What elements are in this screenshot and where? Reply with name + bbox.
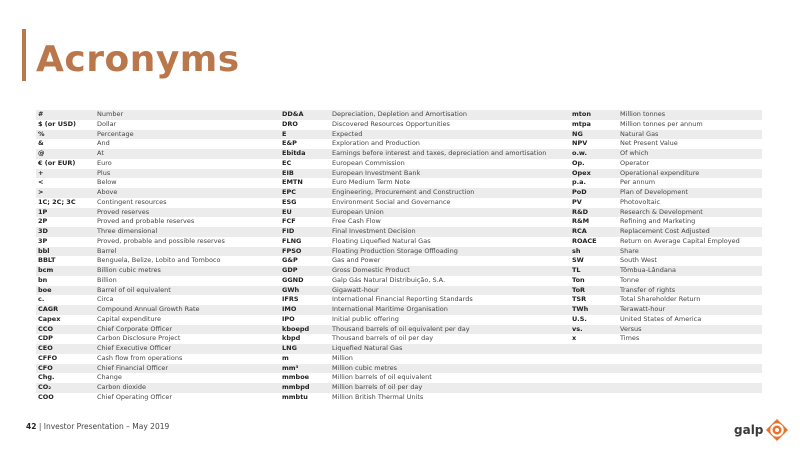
- acronym-definition: Percentage: [97, 129, 134, 138]
- table-row: [280, 276, 570, 286]
- footer: [26, 422, 169, 431]
- acronym-definition: Three dimensional: [97, 227, 158, 235]
- logo-text: galp: [734, 423, 764, 437]
- acronyms-table: [36, 110, 762, 403]
- acronym: CDP: [38, 334, 53, 343]
- table-row: [280, 130, 570, 140]
- table-row: [570, 364, 762, 374]
- table-row: [280, 354, 570, 364]
- acronym-definition: Billion cubic metres: [97, 266, 161, 274]
- acronym-definition: Chief Operating Officer: [97, 392, 173, 401]
- acronym-definition: Net Present Value: [620, 139, 678, 148]
- acronym: PoD: [572, 188, 587, 196]
- acronym-definition: Carbon dioxide: [97, 383, 146, 391]
- table-row: [280, 256, 570, 266]
- table-row: [280, 237, 570, 247]
- acronym: NG: [572, 129, 583, 138]
- acronym-definition: Research & Development: [620, 207, 703, 216]
- acronym: R&M: [572, 217, 590, 226]
- acronym: R&D: [572, 207, 589, 216]
- acronym-definition: Environment Social and Governance: [332, 197, 451, 206]
- acronym: € (or EUR): [38, 158, 76, 167]
- title-accent-bar: [22, 29, 26, 81]
- acronym-definition: Floating Liquefied Natural Gas: [332, 236, 431, 245]
- acronym-definition: Million cubic metres: [332, 363, 398, 372]
- acronym-definition: Above: [97, 188, 118, 196]
- acronym: DRO: [282, 119, 298, 128]
- acronym-definition: Gross Domestic Product: [332, 266, 410, 274]
- acronym: CFO: [38, 363, 53, 372]
- acronym-definition: [620, 373, 762, 383]
- table-row: [570, 120, 762, 130]
- table-row: [280, 295, 570, 305]
- table-row: [36, 295, 280, 305]
- page-number: 42: [26, 422, 37, 431]
- table-row: [36, 247, 280, 257]
- table-row: [280, 159, 570, 169]
- table-row: [36, 393, 280, 403]
- acronym-definition: Million tonnes per annum: [620, 119, 703, 128]
- acronym-definition: Initial public offering: [332, 314, 399, 323]
- table-row: [570, 325, 762, 335]
- table-row: [570, 305, 762, 315]
- acronym: mm³: [282, 363, 299, 372]
- acronym: EU: [282, 207, 292, 216]
- acronym: IPO: [282, 314, 295, 323]
- acronym-definition: Tonne: [620, 275, 640, 284]
- table-row: [36, 364, 280, 374]
- table-row: [570, 208, 762, 218]
- acronym-definition: Of which: [620, 149, 649, 157]
- acronym: E: [282, 129, 287, 138]
- acronym-definition: Million tonnes: [620, 110, 666, 118]
- table-row: [36, 178, 280, 188]
- table-row: [280, 247, 570, 257]
- table-row: [570, 315, 762, 325]
- acronym: Capex: [38, 314, 61, 323]
- acronym-definition: Final Investment Decision: [332, 227, 416, 235]
- acronym: CEO: [38, 344, 53, 352]
- table-row: [36, 276, 280, 286]
- table-row: [570, 237, 762, 247]
- acronym-definition: Contingent resources: [97, 197, 167, 206]
- table-row: [570, 188, 762, 198]
- acronym-definition: Dollar: [97, 119, 117, 128]
- acronym-definition: Benguela, Belize, Lobito and Tomboco: [97, 256, 221, 265]
- acronym: mmbtu: [282, 392, 308, 401]
- acronym-definition: United States of America: [620, 314, 702, 323]
- acronym: BBLT: [38, 256, 56, 265]
- table-row: [570, 354, 762, 364]
- acronym: $ (or USD): [38, 119, 77, 128]
- acronym-definition: Proved, probable and possible reserves: [97, 236, 225, 245]
- acronym-definition: Terawatt-hour: [620, 305, 666, 313]
- acronym: [570, 364, 620, 374]
- table-row: [280, 305, 570, 315]
- acronym: Opex: [572, 168, 591, 177]
- table-row: [280, 198, 570, 208]
- acronym-definition: Depreciation, Depletion and Amortisation: [332, 110, 467, 118]
- table-row: [36, 237, 280, 247]
- acronym-definition: Below: [97, 178, 117, 187]
- acronym-definition: Exploration and Production: [332, 139, 420, 148]
- acronym: TWh: [572, 305, 589, 313]
- acronym: [570, 344, 620, 354]
- acronym: o.w.: [572, 149, 587, 157]
- table-row: [570, 373, 762, 383]
- table-row: [36, 344, 280, 354]
- acronym: vs.: [572, 324, 583, 333]
- galp-logo: [734, 419, 788, 441]
- acronym-definition: European Investment Bank: [332, 168, 421, 177]
- table-row: [570, 334, 762, 344]
- acronym-definition: Thousand barrels of oil per day: [332, 334, 434, 343]
- table-row: [570, 295, 762, 305]
- table-row: [36, 315, 280, 325]
- table-row: [570, 130, 762, 140]
- acronym: >: [38, 188, 44, 196]
- acronym-definition: Compound Annual Growth Rate: [97, 305, 200, 313]
- acronym-definition: Transfer of rights: [620, 285, 676, 294]
- acronym-definition: [620, 354, 762, 364]
- acronym: @: [38, 149, 45, 157]
- table-row: [280, 217, 570, 227]
- acronym-definition: Expected: [332, 129, 363, 138]
- acronym: 2P: [38, 217, 48, 226]
- acronym-definition: Photovoltaic: [620, 197, 661, 206]
- table-row: [36, 110, 280, 120]
- table-row: [36, 286, 280, 296]
- acronym: PV: [572, 197, 582, 206]
- acronym-definition: Discovered Resources Opportunities: [332, 119, 450, 128]
- acronym-definition: Earnings before interest and taxes, depreciation and amortisation: [332, 149, 547, 157]
- acronym-definition: Change: [97, 373, 122, 382]
- acronym-definition: Million: [332, 353, 353, 362]
- table-row: [36, 325, 280, 335]
- acronym-definition: [620, 393, 762, 403]
- acronym: LNG: [282, 344, 297, 352]
- acronym-definition: Barrel of oil equivalent: [97, 285, 171, 294]
- table-row: [280, 227, 570, 237]
- table-row: [36, 256, 280, 266]
- acronym: G&P: [282, 256, 298, 265]
- acronym: mmbpd: [282, 383, 310, 391]
- acronym: bcm: [38, 266, 54, 274]
- acronym-definition: [620, 383, 762, 393]
- table-row: [36, 139, 280, 149]
- acronym: Ebitda: [282, 149, 306, 157]
- table-row: [36, 159, 280, 169]
- table-row: [280, 120, 570, 130]
- table-row: [36, 188, 280, 198]
- acronym-definition: International Maritime Organisation: [332, 305, 448, 313]
- acronym-definition: Thousand barrels of oil equivalent per day: [332, 324, 470, 333]
- table-row: [36, 217, 280, 227]
- table-row: [280, 208, 570, 218]
- acronym-definition: Barrel: [97, 246, 117, 255]
- acronym-definition: Chief Executive Officer: [97, 344, 172, 352]
- acronym: c.: [38, 295, 45, 304]
- table-row: [280, 383, 570, 393]
- table-row: [280, 178, 570, 188]
- acronym: CFFO: [38, 353, 58, 362]
- table-row: [280, 393, 570, 403]
- acronym: sh: [572, 246, 581, 255]
- table-row: [280, 325, 570, 335]
- table-row: [570, 178, 762, 188]
- table-row: [280, 315, 570, 325]
- acronym: m: [282, 353, 289, 362]
- acronym: EPC: [282, 188, 296, 196]
- acronym: 1P: [38, 207, 48, 216]
- acronym-definition: Billion: [97, 275, 117, 284]
- acronym: TSR: [572, 295, 587, 304]
- acronym: IMO: [282, 305, 297, 313]
- table-row: [570, 276, 762, 286]
- acronym-definition: Total Shareholder Return: [620, 295, 701, 304]
- acronym-definition: Replacement Cost Adjusted: [620, 227, 710, 235]
- acronym: ROACE: [572, 236, 597, 245]
- table-row: [570, 393, 762, 403]
- table-row: [36, 208, 280, 218]
- acronym-definition: Capital expenditure: [97, 314, 161, 323]
- acronym: CCO: [38, 324, 54, 333]
- acronym-definition: International Financial Reporting Standards: [332, 295, 473, 304]
- acronym: p.a.: [572, 178, 586, 187]
- acronym-definition: Gigawatt-hour: [332, 285, 379, 294]
- acronym-definition: Floating Production Storage Offloading: [332, 246, 458, 255]
- acronym: kbpd: [282, 334, 301, 343]
- table-row: [570, 344, 762, 354]
- acronym: TL: [572, 266, 581, 274]
- table-row: [570, 383, 762, 393]
- acronym: FLNG: [282, 236, 302, 245]
- acronym-definition: Circa: [97, 295, 114, 304]
- table-row: [280, 149, 570, 159]
- table-row: [36, 198, 280, 208]
- acronym-definition: Chief Corporate Officer: [97, 324, 173, 333]
- table-row: [570, 256, 762, 266]
- table-row: [570, 198, 762, 208]
- acronym: FID: [282, 227, 295, 235]
- acronym: 1C; 2C; 3C: [38, 197, 76, 206]
- acronym: EMTN: [282, 178, 303, 187]
- table-row: [36, 130, 280, 140]
- acronym: U.S.: [572, 314, 587, 323]
- table-row: [570, 159, 762, 169]
- acronym-definition: Proved and probable reserves: [97, 217, 195, 226]
- table-row: [280, 188, 570, 198]
- acronym: RCA: [572, 227, 587, 235]
- acronym-definition: Cash flow from operations: [97, 353, 183, 362]
- acronym-definition: Liquefied Natural Gas: [332, 344, 403, 352]
- acronym-definition: Chief Financial Officer: [97, 363, 168, 372]
- acronym-definition: Plan of Development: [620, 188, 688, 196]
- acronym-definition: Versus: [620, 324, 642, 333]
- acronym: GWh: [282, 285, 300, 294]
- acronym: kboepd: [282, 324, 310, 333]
- table-row: [280, 373, 570, 383]
- page-title: Acronyms: [36, 39, 240, 80]
- acronym-definition: Free Cash Flow: [332, 217, 381, 226]
- acronym: mtpa: [572, 119, 591, 128]
- table-row: [570, 227, 762, 237]
- acronym: 3P: [38, 236, 48, 245]
- acronym: <: [38, 178, 44, 187]
- acronym: SW: [572, 256, 584, 265]
- table-row: [570, 286, 762, 296]
- acronym-definition: Share: [620, 246, 639, 255]
- acronym: %: [38, 129, 45, 138]
- table-row: [570, 169, 762, 179]
- table-row: [280, 334, 570, 344]
- table-row: [280, 286, 570, 296]
- acronyms-column-1: [36, 110, 280, 403]
- acronym-definition: [620, 364, 762, 374]
- acronym-definition: Galp Gás Natural Distribuição, S.A.: [332, 275, 446, 284]
- acronym: NPV: [572, 139, 588, 148]
- acronym: 3D: [38, 227, 48, 235]
- acronym-definition: Per annum: [620, 178, 656, 187]
- acronym: [570, 354, 620, 364]
- table-row: [280, 266, 570, 276]
- table-row: [570, 110, 762, 120]
- table-row: [36, 305, 280, 315]
- acronym: CO₂: [38, 383, 52, 391]
- acronym: CAGR: [38, 305, 59, 313]
- acronym-definition: Plus: [97, 168, 111, 177]
- acronym: mmboe: [282, 373, 310, 382]
- table-row: [36, 227, 280, 237]
- acronym-definition: Euro: [97, 158, 112, 167]
- footer-text: Investor Presentation – May 2019: [43, 422, 170, 431]
- acronyms-column-2: [280, 110, 570, 403]
- acronym: FPSO: [282, 246, 302, 255]
- acronym: bbl: [38, 246, 50, 255]
- table-row: [570, 247, 762, 257]
- acronym: EIB: [282, 168, 294, 177]
- galp-logo-icon: [766, 419, 788, 441]
- acronym: #: [38, 110, 44, 118]
- acronym: ESG: [282, 197, 297, 206]
- footer-separator: |: [38, 422, 42, 431]
- acronym: boe: [38, 285, 52, 294]
- table-row: [570, 149, 762, 159]
- acronym-definition: Gas and Power: [332, 256, 381, 265]
- table-row: [36, 120, 280, 130]
- acronym: Ton: [572, 275, 585, 284]
- acronym: ToR: [572, 285, 586, 294]
- table-row: [36, 354, 280, 364]
- acronym-definition: Euro Medium Term Note: [332, 178, 411, 187]
- acronym-definition: Million British Thermal Units: [332, 392, 424, 401]
- acronym: [570, 383, 620, 393]
- table-row: [36, 149, 280, 159]
- acronym: x: [572, 334, 577, 343]
- table-row: [36, 266, 280, 276]
- acronym: FCF: [282, 217, 296, 226]
- acronym: +: [38, 168, 44, 177]
- acronym: IFRS: [282, 295, 299, 304]
- acronym-definition: Return on Average Capital Employed: [620, 236, 740, 245]
- table-row: [570, 139, 762, 149]
- acronym-definition: Refining and Marketing: [620, 217, 696, 226]
- acronym-definition: Natural Gas: [620, 129, 659, 138]
- acronym-definition: Engineering, Procurement and Construction: [332, 188, 475, 196]
- table-row: [280, 139, 570, 149]
- table-row: [36, 383, 280, 393]
- acronym: Op.: [572, 158, 585, 167]
- table-row: [280, 110, 570, 120]
- acronym-definition: At: [97, 149, 104, 157]
- acronym: GGND: [282, 275, 304, 284]
- acronym: GDP: [282, 266, 298, 274]
- acronym-definition: European Commission: [332, 158, 405, 167]
- acronym: [570, 393, 620, 403]
- acronym: EC: [282, 158, 292, 167]
- table-row: [36, 334, 280, 344]
- table-row: [280, 169, 570, 179]
- table-row: [280, 364, 570, 374]
- table-row: [570, 217, 762, 227]
- acronym: [570, 373, 620, 383]
- acronym: bn: [38, 275, 48, 284]
- table-row: [36, 169, 280, 179]
- acronym-definition: South West: [620, 256, 657, 265]
- acronym-definition: Number: [97, 110, 124, 118]
- table-row: [280, 344, 570, 354]
- table-row: [36, 373, 280, 383]
- acronym-definition: [620, 344, 762, 354]
- acronym: DD&A: [282, 110, 304, 118]
- acronym-definition: Operator: [620, 158, 650, 167]
- acronym: Chg.: [38, 373, 55, 382]
- acronym: &: [38, 139, 44, 148]
- acronym-definition: Proved reserves: [97, 207, 150, 216]
- acronym-definition: Carbon Disclosure Project: [97, 334, 181, 343]
- acronym: E&P: [282, 139, 297, 148]
- acronym-definition: Million barrels of oil equivalent: [332, 373, 432, 382]
- acronym-definition: Tômbua-Lândana: [620, 266, 676, 274]
- acronym-definition: European Union: [332, 207, 384, 216]
- acronym-definition: Times: [620, 334, 640, 343]
- acronym-definition: Operational expenditure: [620, 168, 700, 177]
- acronym-definition: And: [97, 139, 110, 148]
- acronym: COO: [38, 392, 54, 401]
- acronyms-column-3: [570, 110, 762, 403]
- table-row: [570, 266, 762, 276]
- acronym-definition: Million barrels of oil per day: [332, 383, 423, 391]
- acronym: mton: [572, 110, 591, 118]
